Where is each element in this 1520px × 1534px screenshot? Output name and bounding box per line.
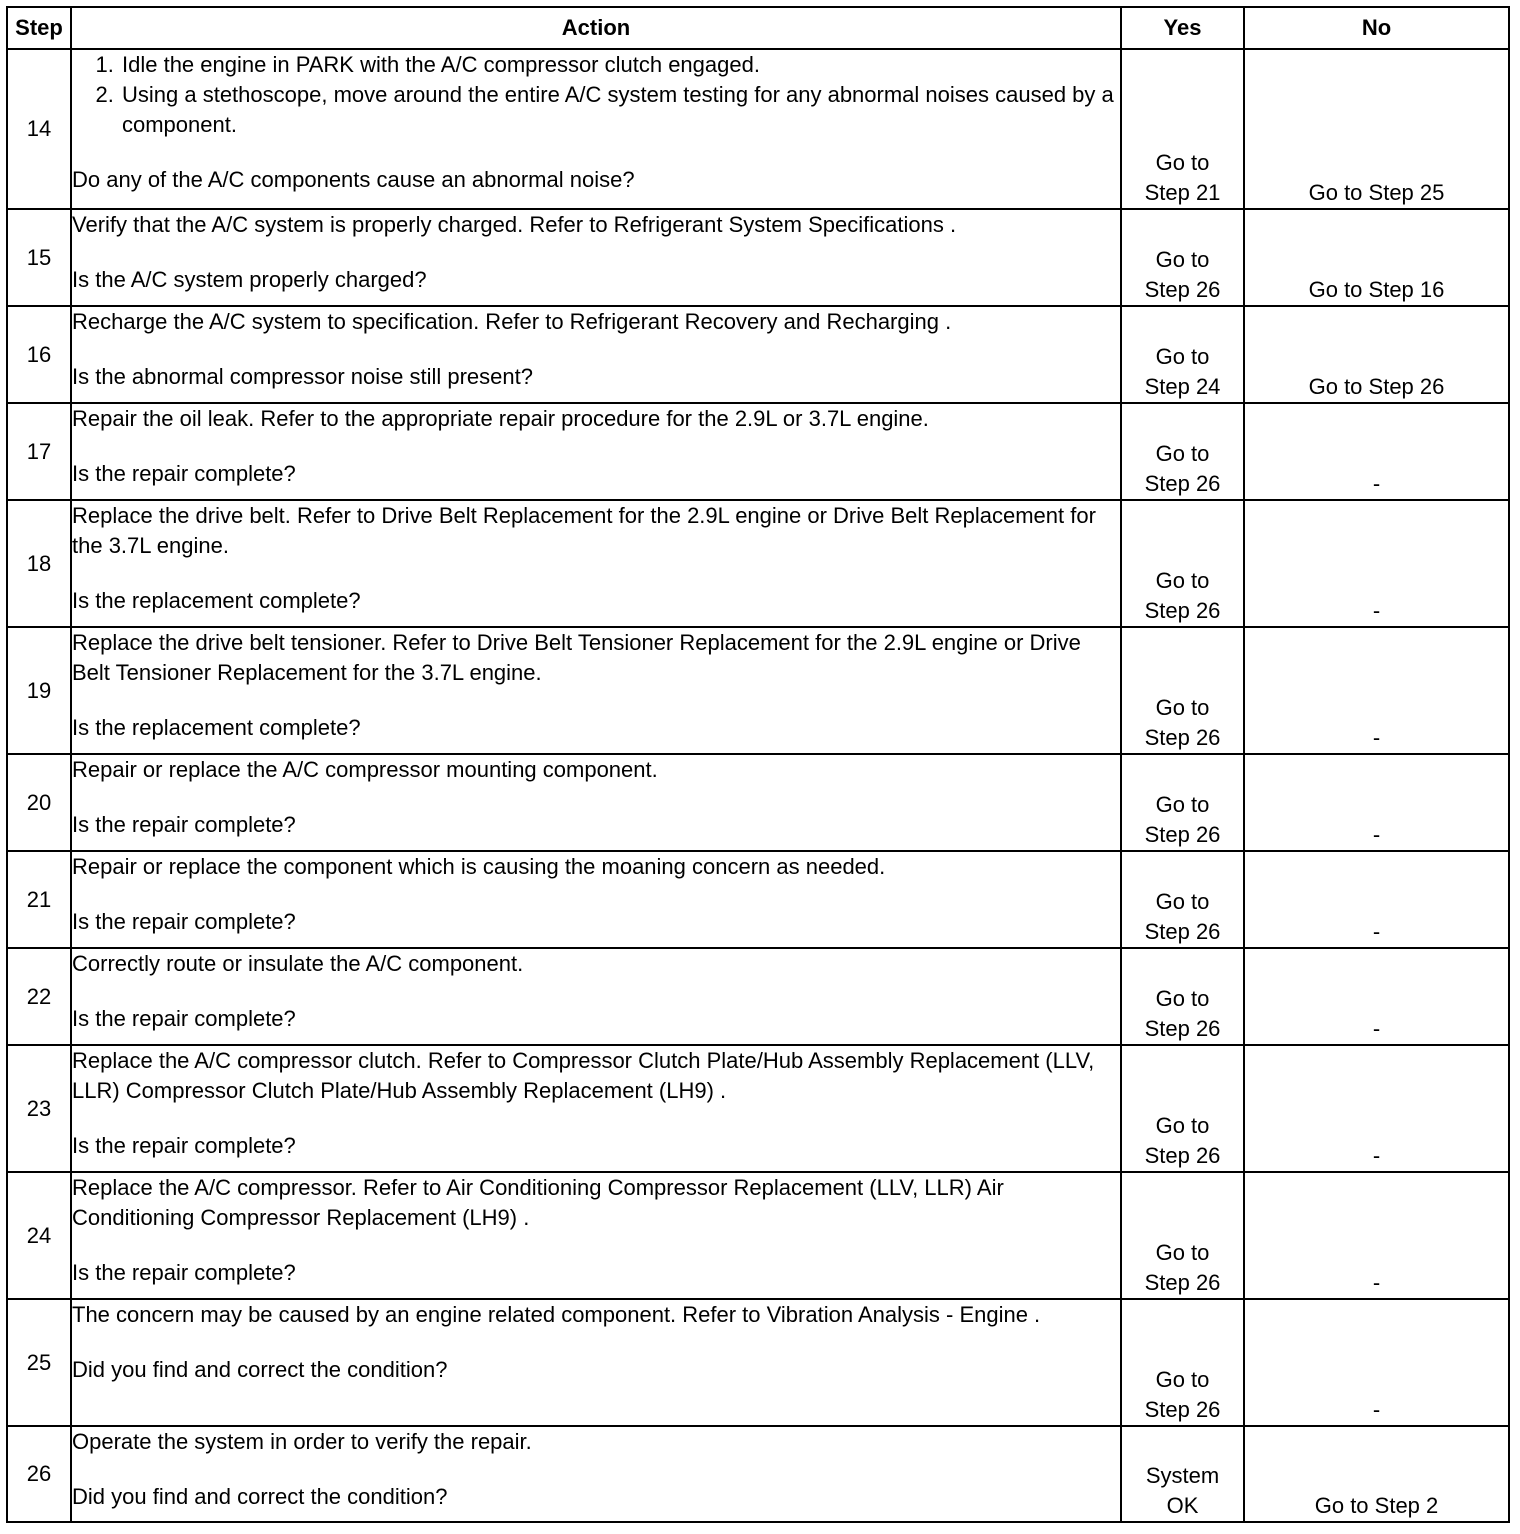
yes-line: System [1145, 1463, 1220, 1488]
table-row [7, 500, 1509, 627]
yes-line: Go to [1155, 441, 1210, 466]
step-number: 15 [7, 209, 71, 306]
action-text: Replace the drive belt tensioner. Refer to Drive Belt Tensioner Replacement for the 2.9L engine or Drive Belt Tensioner Replacement for the 3.7L engine. [72, 630, 1081, 685]
yes-line: Step 26 [1144, 725, 1221, 750]
action-cell [71, 306, 1121, 403]
action-cell [71, 1172, 1121, 1299]
table-row [7, 403, 1509, 500]
header-step: Step [7, 7, 71, 49]
step-number: 19 [7, 627, 71, 754]
table-row [7, 306, 1509, 403]
yes-line: Step 26 [1144, 822, 1221, 847]
action-question: Is the repair complete? [72, 1133, 296, 1158]
action-cell [71, 209, 1121, 306]
step-number: 14 [7, 49, 71, 209]
action-cell [71, 948, 1121, 1045]
no-cell: - [1244, 754, 1509, 851]
yes-line: Go to [1155, 1367, 1210, 1392]
action-cell [71, 49, 1121, 209]
action-cell [71, 1426, 1121, 1522]
action-text: Recharge the A/C system to specification. Refer to Refrigerant Recovery and Recharging . [72, 309, 952, 334]
action-cell [71, 754, 1121, 851]
header-no: No [1244, 7, 1509, 49]
yes-line: Go to [1155, 150, 1210, 175]
list-item: 2. Using a stethoscope, move around the entire A/C system testing for any abnormal noises caused by a component. [120, 80, 1120, 140]
step-number: 24 [7, 1172, 71, 1299]
action-text: Repair the oil leak. Refer to the appropriate repair procedure for the 2.9L or 3.7L engine. [72, 406, 929, 431]
yes-cell [1121, 500, 1244, 627]
yes-line: Step 26 [1144, 1016, 1221, 1041]
action-question: Did you find and correct the condition? [72, 1357, 448, 1382]
action-text: Replace the A/C compressor. Refer to Air Conditioning Compressor Replacement (LLV, LLR) Air Conditioning Compressor Replacement (LH9) . [72, 1175, 1004, 1230]
no-cell: - [1244, 627, 1509, 754]
action-text: Repair or replace the component which is causing the moaning concern as needed. [72, 854, 886, 879]
step-number: 17 [7, 403, 71, 500]
yes-line: Go to [1155, 889, 1210, 914]
action-question: Is the repair complete? [72, 812, 296, 837]
no-cell: - [1244, 500, 1509, 627]
header-action: Action [71, 7, 1121, 49]
yes-line: Go to [1155, 344, 1210, 369]
table-row [7, 1172, 1509, 1299]
table-row [7, 948, 1509, 1045]
action-cell [71, 1045, 1121, 1172]
no-cell: - [1244, 1045, 1509, 1172]
diagnostic-table [6, 6, 1510, 1523]
action-cell [71, 1299, 1121, 1426]
action-list [72, 50, 1120, 140]
action-question: Is the repair complete? [72, 461, 296, 486]
action-question: Is the A/C system properly charged? [72, 267, 427, 292]
yes-line: Go to [1155, 1240, 1210, 1265]
yes-line: Step 26 [1144, 1143, 1221, 1168]
no-cell: - [1244, 1299, 1509, 1426]
step-number: 16 [7, 306, 71, 403]
no-cell: - [1244, 403, 1509, 500]
yes-cell [1121, 627, 1244, 754]
action-text: Replace the A/C compressor clutch. Refer to Compressor Clutch Plate/Hub Assembly Replacement (LLV, LLR) Compressor Clutch Plate/Hub Assembly Replacement (LH9) . [72, 1048, 1095, 1103]
table-row [7, 209, 1509, 306]
table-row [7, 627, 1509, 754]
step-number: 22 [7, 948, 71, 1045]
step-number: 26 [7, 1426, 71, 1522]
action-question: Is the abnormal compressor noise still present? [72, 364, 533, 389]
yes-cell [1121, 754, 1244, 851]
action-question: Is the repair complete? [72, 909, 296, 934]
no-cell: Go to Step 16 [1244, 209, 1509, 306]
yes-line: Step 26 [1144, 1270, 1221, 1295]
header-row [7, 7, 1509, 49]
table-row [7, 1426, 1509, 1522]
table-row [7, 1045, 1509, 1172]
yes-line: OK [1166, 1493, 1199, 1518]
yes-cell [1121, 1426, 1244, 1522]
yes-line: Step 21 [1144, 180, 1221, 205]
yes-line: Step 26 [1144, 277, 1221, 302]
yes-cell [1121, 1299, 1244, 1426]
yes-line: Go to [1155, 247, 1210, 272]
yes-line: Go to [1155, 792, 1210, 817]
yes-cell [1121, 209, 1244, 306]
no-cell: Go to Step 25 [1244, 49, 1509, 209]
action-text: Replace the drive belt. Refer to Drive Belt Replacement for the 2.9L engine or Drive Belt Replacement for the 3.7L engine. [72, 503, 1096, 558]
yes-cell [1121, 1172, 1244, 1299]
action-question: Did you find and correct the condition? [72, 1484, 448, 1509]
yes-cell [1121, 851, 1244, 948]
step-number: 23 [7, 1045, 71, 1172]
step-number: 25 [7, 1299, 71, 1426]
yes-line: Go to [1155, 695, 1210, 720]
header-yes: Yes [1121, 7, 1244, 49]
list-item: 1. Idle the engine in PARK with the A/C compressor clutch engaged. [120, 50, 1120, 80]
no-cell: Go to Step 26 [1244, 306, 1509, 403]
yes-line: Step 26 [1144, 919, 1221, 944]
step-number: 21 [7, 851, 71, 948]
action-cell [71, 627, 1121, 754]
action-cell [71, 500, 1121, 627]
action-text: The concern may be caused by an engine related component. Refer to Vibration Analysis - Engine . [72, 1302, 1041, 1327]
table-row [7, 1299, 1509, 1426]
no-cell: - [1244, 851, 1509, 948]
yes-cell [1121, 403, 1244, 500]
yes-cell [1121, 1045, 1244, 1172]
action-question: Is the repair complete? [72, 1006, 296, 1031]
action-text: Correctly route or insulate the A/C component. [72, 951, 524, 976]
yes-cell [1121, 948, 1244, 1045]
yes-line: Step 26 [1144, 598, 1221, 623]
yes-line: Go to [1155, 568, 1210, 593]
action-text: Operate the system in order to verify the repair. [72, 1429, 532, 1454]
yes-cell [1121, 49, 1244, 209]
yes-line: Step 26 [1144, 1397, 1221, 1422]
action-text: Verify that the A/C system is properly charged. Refer to Refrigerant System Specifications . [72, 212, 957, 237]
table-row [7, 754, 1509, 851]
step-number: 18 [7, 500, 71, 627]
action-cell [71, 851, 1121, 948]
step-number: 20 [7, 754, 71, 851]
yes-cell [1121, 306, 1244, 403]
no-cell: - [1244, 1172, 1509, 1299]
action-question: Is the replacement complete? [72, 715, 361, 740]
yes-line: Go to [1155, 986, 1210, 1011]
yes-line: Go to [1155, 1113, 1210, 1138]
action-question: Do any of the A/C components cause an abnormal noise? [72, 167, 635, 192]
table-row [7, 49, 1509, 209]
table-row [7, 851, 1509, 948]
action-question: Is the repair complete? [72, 1260, 296, 1285]
yes-line: Step 24 [1144, 374, 1221, 399]
no-cell: - [1244, 948, 1509, 1045]
action-text: Repair or replace the A/C compressor mounting component. [72, 757, 658, 782]
action-cell [71, 403, 1121, 500]
yes-line: Step 26 [1144, 471, 1221, 496]
action-question: Is the replacement complete? [72, 588, 361, 613]
no-cell: Go to Step 2 [1244, 1426, 1509, 1522]
